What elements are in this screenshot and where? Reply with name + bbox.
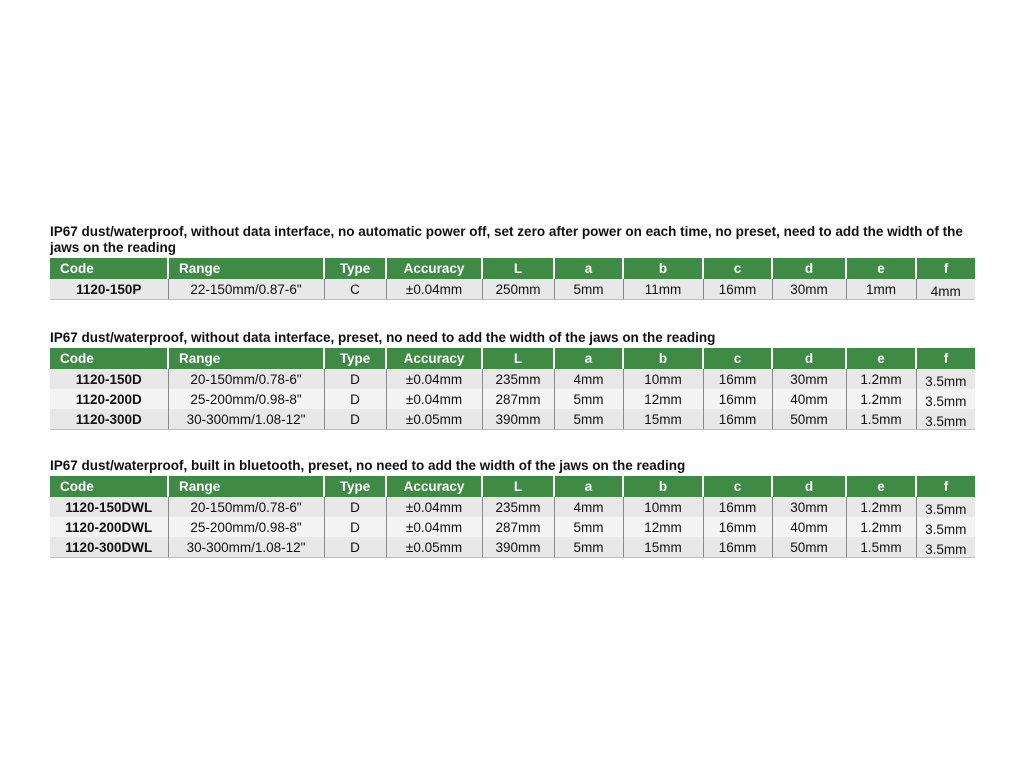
cell-d: 50mm <box>772 537 846 558</box>
cell-L: 390mm <box>482 409 554 430</box>
cell-f: 3.5mm <box>916 389 975 409</box>
cell-range: 30-300mm/1.08-12" <box>168 409 324 430</box>
column-header-L: L <box>482 258 554 279</box>
section-caption: IP67 dust/waterproof, without data interface, no automatic power off, set zero after power on each time, no preset, need to add the width of the jaws on the reading <box>50 224 963 255</box>
cell-b: 15mm <box>623 537 703 558</box>
column-header-f: f <box>916 258 975 279</box>
column-header-a: a <box>554 476 623 497</box>
column-header-accuracy: Accuracy <box>386 258 482 279</box>
cell-L: 235mm <box>482 369 554 389</box>
column-header-f: f <box>916 476 975 497</box>
section-caption: IP67 dust/waterproof, built in bluetooth, preset, no need to add the width of the jaws on the reading <box>50 458 686 473</box>
cell-type: D <box>324 409 386 430</box>
column-header-range: Range <box>168 258 324 279</box>
column-header-c: c <box>703 476 772 497</box>
cell-L: 287mm <box>482 517 554 537</box>
column-header-b: b <box>623 258 703 279</box>
cell-type: D <box>324 369 386 389</box>
cell-accuracy: ±0.05mm <box>386 537 482 558</box>
cell-range: 20-150mm/0.78-6" <box>168 497 324 517</box>
column-header-code: Code <box>50 348 168 369</box>
cell-f: 3.5mm <box>916 369 975 389</box>
cell-a: 5mm <box>554 537 623 558</box>
cell-c: 16mm <box>703 369 772 389</box>
cell-e: 1.5mm <box>846 537 916 558</box>
cell-a: 4mm <box>554 497 623 517</box>
cell-code: 1120-300D <box>50 409 168 430</box>
cell-b: 12mm <box>623 517 703 537</box>
column-header-range: Range <box>168 476 324 497</box>
column-header-d: d <box>772 348 846 369</box>
cell-c: 16mm <box>703 497 772 517</box>
column-header-b: b <box>623 348 703 369</box>
table-row <box>50 389 975 409</box>
table-header-row <box>50 258 975 279</box>
spec-table <box>50 258 975 300</box>
cell-a: 5mm <box>554 389 623 409</box>
column-header-range: Range <box>168 348 324 369</box>
cell-d: 30mm <box>772 279 846 300</box>
column-header-accuracy: Accuracy <box>386 348 482 369</box>
cell-e: 1.2mm <box>846 369 916 389</box>
table-row <box>50 497 975 517</box>
cell-e: 1.2mm <box>846 389 916 409</box>
cell-d: 40mm <box>772 389 846 409</box>
cell-L: 287mm <box>482 389 554 409</box>
cell-b: 10mm <box>623 497 703 517</box>
column-header-f: f <box>916 348 975 369</box>
column-header-d: d <box>772 258 846 279</box>
column-header-type: Type <box>324 258 386 279</box>
cell-range: 25-200mm/0.98-8" <box>168 389 324 409</box>
cell-type: C <box>324 279 386 300</box>
table-row <box>50 537 975 558</box>
column-header-L: L <box>482 348 554 369</box>
table-row <box>50 369 975 389</box>
spec-section-1120d <box>50 330 975 430</box>
cell-accuracy: ±0.04mm <box>386 369 482 389</box>
column-header-d: d <box>772 476 846 497</box>
cell-type: D <box>324 537 386 558</box>
cell-f: 3.5mm <box>916 497 975 517</box>
cell-range: 25-200mm/0.98-8" <box>168 517 324 537</box>
cell-L: 250mm <box>482 279 554 300</box>
column-header-L: L <box>482 476 554 497</box>
spec-section-1120p <box>50 224 975 300</box>
cell-e: 1mm <box>846 279 916 300</box>
table-row <box>50 409 975 430</box>
cell-range: 20-150mm/0.78-6" <box>168 369 324 389</box>
column-header-c: c <box>703 258 772 279</box>
cell-b: 12mm <box>623 389 703 409</box>
column-header-e: e <box>846 258 916 279</box>
cell-L: 390mm <box>482 537 554 558</box>
cell-f: 3.5mm <box>916 409 975 430</box>
cell-code: 1120-150DWL <box>50 497 168 517</box>
cell-code: 1120-150P <box>50 279 168 300</box>
table-header-row <box>50 348 975 369</box>
column-header-a: a <box>554 348 623 369</box>
cell-d: 40mm <box>772 517 846 537</box>
cell-a: 5mm <box>554 279 623 300</box>
cell-e: 1.2mm <box>846 497 916 517</box>
cell-c: 16mm <box>703 537 772 558</box>
cell-a: 4mm <box>554 369 623 389</box>
column-header-e: e <box>846 348 916 369</box>
cell-a: 5mm <box>554 409 623 430</box>
cell-accuracy: ±0.04mm <box>386 517 482 537</box>
cell-accuracy: ±0.04mm <box>386 497 482 517</box>
table-header-row <box>50 476 975 497</box>
cell-code: 1120-300DWL <box>50 537 168 558</box>
column-header-code: Code <box>50 476 168 497</box>
section-caption: IP67 dust/waterproof, without data interface, preset, no need to add the width of the jaws on the reading <box>50 330 716 345</box>
cell-a: 5mm <box>554 517 623 537</box>
column-header-c: c <box>703 348 772 369</box>
spec-table <box>50 348 975 430</box>
spec-table <box>50 476 975 558</box>
cell-code: 1120-150D <box>50 369 168 389</box>
cell-accuracy: ±0.04mm <box>386 279 482 300</box>
cell-e: 1.2mm <box>846 517 916 537</box>
cell-type: D <box>324 517 386 537</box>
cell-accuracy: ±0.04mm <box>386 389 482 409</box>
column-header-a: a <box>554 258 623 279</box>
cell-f: 3.5mm <box>916 517 975 537</box>
cell-c: 16mm <box>703 517 772 537</box>
column-header-b: b <box>623 476 703 497</box>
cell-range: 22-150mm/0.87-6" <box>168 279 324 300</box>
column-header-code: Code <box>50 258 168 279</box>
cell-d: 30mm <box>772 369 846 389</box>
cell-c: 16mm <box>703 409 772 430</box>
cell-type: D <box>324 497 386 517</box>
cell-accuracy: ±0.05mm <box>386 409 482 430</box>
column-header-accuracy: Accuracy <box>386 476 482 497</box>
spec-section-1120dwl <box>50 458 975 558</box>
cell-d: 30mm <box>772 497 846 517</box>
cell-f: 4mm <box>916 279 975 300</box>
cell-type: D <box>324 389 386 409</box>
cell-b: 15mm <box>623 409 703 430</box>
cell-code: 1120-200DWL <box>50 517 168 537</box>
cell-c: 16mm <box>703 279 772 300</box>
cell-b: 11mm <box>623 279 703 300</box>
cell-code: 1120-200D <box>50 389 168 409</box>
cell-L: 235mm <box>482 497 554 517</box>
cell-b: 10mm <box>623 369 703 389</box>
column-header-e: e <box>846 476 916 497</box>
cell-d: 50mm <box>772 409 846 430</box>
cell-f: 3.5mm <box>916 537 975 558</box>
table-row <box>50 279 975 300</box>
column-header-type: Type <box>324 348 386 369</box>
table-row <box>50 517 975 537</box>
cell-e: 1.5mm <box>846 409 916 430</box>
cell-range: 30-300mm/1.08-12" <box>168 537 324 558</box>
cell-c: 16mm <box>703 389 772 409</box>
column-header-type: Type <box>324 476 386 497</box>
